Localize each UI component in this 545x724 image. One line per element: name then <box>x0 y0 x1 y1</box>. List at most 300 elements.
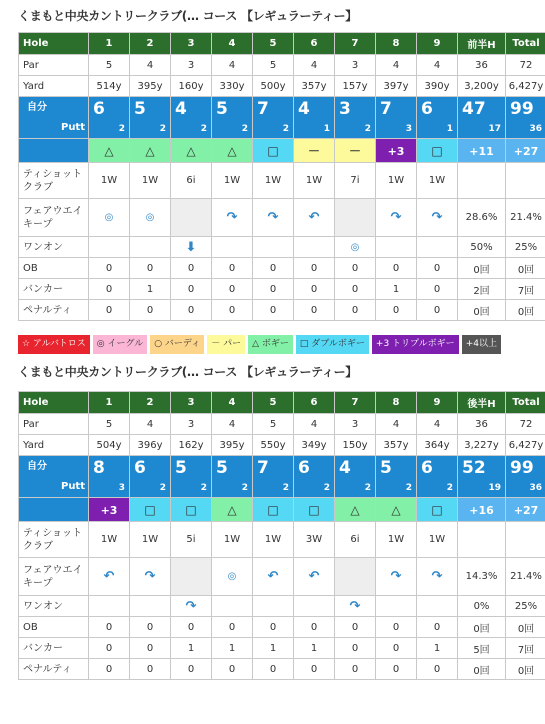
legend-double: □ ダブルボギー <box>296 335 369 354</box>
stroke-count: 5 <box>175 458 187 478</box>
hole-header-cell: 9 <box>417 392 458 414</box>
ob-cell: 0 <box>89 258 130 279</box>
yard-cell: 395y <box>212 435 253 456</box>
hole-header-cell: 8 <box>376 33 417 55</box>
arrow-left-icon: ↶ <box>103 569 115 584</box>
score-cell <box>458 456 506 498</box>
result-total-cell <box>458 498 506 522</box>
arrow-right-icon: ↷ <box>226 210 238 225</box>
legend-birdie: ○ バーディ <box>150 335 204 354</box>
fairway-keep-cell <box>417 558 458 596</box>
fairway-keep-cell <box>506 199 545 237</box>
hole-header-cell: 7 <box>335 33 376 55</box>
hole-header-cell: 1 <box>89 392 130 414</box>
bunker-cell: 7回 <box>506 279 545 300</box>
self-label-cell <box>19 97 89 139</box>
hole-header-cell: 2 <box>130 33 171 55</box>
stroke-count: 6 <box>421 458 433 478</box>
result-double-cell <box>294 498 335 522</box>
bunker-cell: 5回 <box>458 638 506 659</box>
one-on-cell <box>376 237 417 258</box>
one-on-cell <box>335 237 376 258</box>
result-symbol: +16 <box>469 503 494 517</box>
penalty-cell: 0回 <box>506 300 545 321</box>
par-cell: 36 <box>458 414 506 435</box>
hole-header-cell: Total <box>506 33 545 55</box>
hole-header-cell: 6 <box>294 33 335 55</box>
tee-club-cell: 1W <box>253 522 294 558</box>
putt-count: 36 <box>529 483 542 493</box>
penalty-cell: 0回 <box>458 300 506 321</box>
score-cell <box>294 97 335 139</box>
yard-cell: 390y <box>417 76 458 97</box>
putt-count: 3 <box>118 483 125 493</box>
yard-cell: 357y <box>294 76 335 97</box>
scorecard-back <box>18 361 545 680</box>
result-symbol: +27 <box>513 503 539 517</box>
ob-cell: 0 <box>294 258 335 279</box>
yard-cell: 3,200y <box>458 76 506 97</box>
tee-club-cell <box>506 163 545 199</box>
par-cell: 5 <box>89 55 130 76</box>
target-circle-icon: ◎ <box>145 212 155 223</box>
penalty-cell: 0 <box>294 659 335 680</box>
yard-row <box>19 76 545 97</box>
ob-row <box>19 258 545 279</box>
legend-bar <box>18 321 545 361</box>
course-title-front: くまもと中央カントリークラブ(… コース 【レギュラーティー】 <box>18 9 357 23</box>
par-row <box>19 414 545 435</box>
par-cell: 5 <box>89 414 130 435</box>
putt-count: 2 <box>282 124 289 134</box>
fairway-keep-cell <box>506 558 545 596</box>
result-symbol: □ <box>185 502 197 517</box>
result-par-cell <box>335 139 376 163</box>
score-cell <box>376 97 417 139</box>
yard-cell: 162y <box>171 435 212 456</box>
penalty-cell: 0回 <box>506 659 545 680</box>
score-cell <box>506 456 545 498</box>
target-circle-icon: ◎ <box>104 212 114 223</box>
tee-club-cell <box>458 163 506 199</box>
ob-cell: 0回 <box>506 617 545 638</box>
score-cell <box>253 97 294 139</box>
bunker-cell: 0 <box>212 279 253 300</box>
bunker-cell: 0 <box>89 638 130 659</box>
bunker-cell: 0 <box>335 638 376 659</box>
result-double-cell <box>171 498 212 522</box>
result-bogey-cell <box>130 139 171 163</box>
ob-cell: 0 <box>335 617 376 638</box>
score-cell <box>212 456 253 498</box>
one-on-cell <box>417 237 458 258</box>
stroke-count: 4 <box>175 99 187 119</box>
yard-label: Yard <box>19 435 89 456</box>
arrow-left-icon: ↶ <box>308 210 320 225</box>
arrow-right-icon: ↷ <box>185 598 197 614</box>
result-symbol: － <box>307 143 320 158</box>
result-double-cell <box>130 498 171 522</box>
par-label: Par <box>19 55 89 76</box>
fairway-keep-cell <box>253 199 294 237</box>
ob-cell: 0 <box>253 617 294 638</box>
ob-cell: 0 <box>294 617 335 638</box>
one-on-cell <box>253 237 294 258</box>
putt-count: 2 <box>405 483 412 493</box>
stroke-count: 52 <box>462 458 486 478</box>
tee-club-cell: 1W <box>376 163 417 199</box>
score-cell <box>335 97 376 139</box>
result-value: 0% <box>473 600 490 612</box>
bunker-cell: 0 <box>171 279 212 300</box>
result-symbol: △ <box>145 143 155 158</box>
par-cell: 72 <box>506 55 545 76</box>
score-cell <box>417 97 458 139</box>
score-cell <box>130 97 171 139</box>
fairway-keep-cell <box>212 199 253 237</box>
ob-cell: 0 <box>130 258 171 279</box>
fairway-keep-cell <box>458 199 506 237</box>
penalty-cell: 0 <box>376 300 417 321</box>
legend-bogey: △ ボギー <box>248 335 293 354</box>
bunker-cell: 1 <box>171 638 212 659</box>
ob-cell: 0 <box>171 617 212 638</box>
bunker-cell: 0 <box>253 279 294 300</box>
par-cell: 4 <box>417 414 458 435</box>
one-on-cell <box>212 237 253 258</box>
par-cell: 5 <box>253 55 294 76</box>
putt-count: 2 <box>364 124 371 134</box>
one-on-cell <box>506 237 545 258</box>
par-cell: 4 <box>294 414 335 435</box>
ob-cell: 0 <box>212 258 253 279</box>
par-cell: 4 <box>130 55 171 76</box>
bunker-cell: 1 <box>294 638 335 659</box>
penalty-label: ペナルティ <box>19 300 89 321</box>
one-on-cell <box>458 596 506 617</box>
score-cell <box>253 456 294 498</box>
bunker-cell: 2回 <box>458 279 506 300</box>
yard-cell: 395y <box>130 76 171 97</box>
stroke-count: 6 <box>298 458 310 478</box>
par-cell: 3 <box>335 55 376 76</box>
result-value: 28.6% <box>465 212 498 223</box>
one-on-label: ワンオン <box>19 596 89 617</box>
ob-cell: 0 <box>130 617 171 638</box>
stroke-count: 4 <box>298 99 310 119</box>
ob-row <box>19 617 545 638</box>
stroke-count: 7 <box>257 458 269 478</box>
self-label: 自分 <box>27 461 47 472</box>
yard-cell: 364y <box>417 435 458 456</box>
self-label: 自分 <box>27 102 47 113</box>
result-bogey-cell <box>376 498 417 522</box>
score-cell <box>417 456 458 498</box>
stroke-count: 47 <box>462 99 486 119</box>
putt-count: 2 <box>200 483 207 493</box>
stroke-count: 6 <box>134 458 146 478</box>
penalty-cell: 0 <box>335 659 376 680</box>
fairway-keep-cell <box>335 199 376 237</box>
one-on-cell <box>253 596 294 617</box>
hole-header-cell: Total <box>506 392 545 414</box>
stroke-count: 5 <box>134 99 146 119</box>
putt-label: Putt <box>60 122 85 133</box>
fairway-keep-row <box>19 199 545 237</box>
result-bogey-cell <box>89 139 130 163</box>
putt-count: 1 <box>323 124 330 134</box>
par-cell: 3 <box>335 414 376 435</box>
penalty-cell: 0 <box>212 300 253 321</box>
stroke-count: 3 <box>339 99 351 119</box>
tee-club-cell: 1W <box>130 522 171 558</box>
one-on-cell <box>212 596 253 617</box>
score-cell <box>171 97 212 139</box>
penalty-cell: 0 <box>294 300 335 321</box>
result-value: 21.4% <box>510 212 542 223</box>
score-cell <box>89 456 130 498</box>
fairway-keep-cell <box>171 199 212 237</box>
arrow-left-icon: ↶ <box>308 569 320 584</box>
par-cell: 5 <box>253 414 294 435</box>
hole-header-cell: 2 <box>130 392 171 414</box>
par-cell: 4 <box>376 414 417 435</box>
score-cell <box>376 456 417 498</box>
hole-header-cell: 3 <box>171 33 212 55</box>
par-cell: 3 <box>171 414 212 435</box>
tee-club-cell: 1W <box>376 522 417 558</box>
arrow-right-icon: ↷ <box>144 569 156 584</box>
penalty-row <box>19 300 545 321</box>
result-symbol: △ <box>227 502 237 517</box>
arrow-right-icon: ↷ <box>390 210 402 225</box>
target-circle-icon: ◎ <box>227 571 237 582</box>
hole-header-cell: 6 <box>294 392 335 414</box>
bunker-cell: 1 <box>376 279 417 300</box>
one-on-cell <box>130 596 171 617</box>
result-value: 25% <box>514 600 538 612</box>
putt-label: Putt <box>60 481 85 492</box>
penalty-cell: 0 <box>130 659 171 680</box>
result-label-cell <box>19 498 89 522</box>
putt-count: 2 <box>159 124 166 134</box>
result-total-cell <box>458 139 506 163</box>
ob-cell: 0 <box>417 617 458 638</box>
par-cell: 4 <box>294 55 335 76</box>
bunker-row <box>19 279 545 300</box>
bunker-row <box>19 638 545 659</box>
hole-header-cell: 1 <box>89 33 130 55</box>
yard-cell: 514y <box>89 76 130 97</box>
ob-cell: 0 <box>253 258 294 279</box>
ob-cell: 0回 <box>506 258 545 279</box>
arrow-right-icon: ↷ <box>431 569 443 584</box>
tee-club-cell: 6i <box>335 522 376 558</box>
yard-cell: 3,227y <box>458 435 506 456</box>
result-symbol: +11 <box>469 144 494 158</box>
penalty-cell: 0 <box>253 300 294 321</box>
tee-club-cell: 7i <box>335 163 376 199</box>
one-on-cell <box>376 596 417 617</box>
result-symbol: △ <box>186 143 196 158</box>
putt-count: 36 <box>529 124 542 134</box>
par-cell: 4 <box>130 414 171 435</box>
result-symbol: □ <box>267 143 279 158</box>
yard-row <box>19 435 545 456</box>
tee-club-cell: 1W <box>89 522 130 558</box>
tee-club-cell: 6i <box>171 163 212 199</box>
putt-count: 19 <box>488 483 501 493</box>
self-score-row <box>19 456 545 498</box>
legend-triple: +3 トリプルボギー <box>372 335 459 354</box>
result-bogey-cell <box>171 139 212 163</box>
result-triple-cell <box>376 139 417 163</box>
fairway-keep-cell <box>458 558 506 596</box>
one-on-cell <box>458 237 506 258</box>
fairway-keep-cell <box>417 199 458 237</box>
bunker-cell: 0 <box>130 638 171 659</box>
hole-header-cell: 8 <box>376 392 417 414</box>
one-on-row <box>19 596 545 617</box>
result-label-cell <box>19 139 89 163</box>
hole-header-cell: 後半H <box>458 392 506 414</box>
yard-cell: 504y <box>89 435 130 456</box>
tee-club-cell <box>458 522 506 558</box>
score-cell <box>171 456 212 498</box>
fairway-keep-row <box>19 558 545 596</box>
stroke-count: 99 <box>510 458 534 478</box>
score-cell <box>506 97 545 139</box>
penalty-cell: 0 <box>417 659 458 680</box>
legend-eagle: ◎ イーグル <box>93 335 147 354</box>
tee-club-cell: 3W <box>294 522 335 558</box>
penalty-cell: 0 <box>89 300 130 321</box>
putt-count: 2 <box>200 124 207 134</box>
legend-albatross: ☆ アルバトロス <box>18 335 90 354</box>
result-symbol: □ <box>431 502 443 517</box>
hole-header-cell: 3 <box>171 392 212 414</box>
one-on-cell <box>506 596 545 617</box>
bunker-cell: 0 <box>417 279 458 300</box>
tee-club-row <box>19 522 545 558</box>
fairway-keep-cell <box>253 558 294 596</box>
result-bogey-cell <box>335 498 376 522</box>
par-cell: 72 <box>506 414 545 435</box>
arrow-down-icon: ⬇ <box>185 239 197 255</box>
score-cell <box>130 456 171 498</box>
hole-header-cell: 5 <box>253 33 294 55</box>
tee-club-cell: 1W <box>130 163 171 199</box>
ob-cell: 0 <box>376 258 417 279</box>
fairway-keep-cell <box>212 558 253 596</box>
result-symbol: □ <box>144 502 156 517</box>
stroke-count: 8 <box>93 458 105 478</box>
score-result-row <box>19 139 545 163</box>
scorecard-table-front <box>18 32 545 321</box>
score-cell <box>212 97 253 139</box>
stroke-count: 5 <box>380 458 392 478</box>
fairway-keep-cell <box>376 558 417 596</box>
bunker-cell: 1 <box>253 638 294 659</box>
one-on-cell <box>294 596 335 617</box>
result-bogey-cell <box>212 498 253 522</box>
result-value: 21.4% <box>510 571 542 582</box>
yard-cell: 160y <box>171 76 212 97</box>
par-cell: 4 <box>212 414 253 435</box>
putt-count: 2 <box>446 483 453 493</box>
bunker-label: バンカー <box>19 638 89 659</box>
par-label: Par <box>19 414 89 435</box>
result-value: 14.3% <box>465 571 498 582</box>
result-symbol: □ <box>308 502 320 517</box>
fairway-keep-cell <box>89 558 130 596</box>
putt-count: 2 <box>159 483 166 493</box>
bunker-cell: 0 <box>294 279 335 300</box>
yard-cell: 157y <box>335 76 376 97</box>
hole-label: Hole <box>19 33 89 55</box>
stroke-count: 5 <box>216 99 228 119</box>
one-on-cell <box>294 237 335 258</box>
hole-header-cell: 4 <box>212 392 253 414</box>
result-symbol: △ <box>104 143 114 158</box>
bunker-cell: 1 <box>417 638 458 659</box>
hole-label: Hole <box>19 392 89 414</box>
score-result-row <box>19 498 545 522</box>
arrow-right-icon: ↷ <box>431 210 443 225</box>
scorecard-front <box>18 0 545 321</box>
fairway-keep-cell <box>376 199 417 237</box>
result-symbol: +3 <box>387 144 405 158</box>
result-symbol: △ <box>350 502 360 517</box>
fairway-keep-cell <box>294 558 335 596</box>
ob-label: OB <box>19 617 89 638</box>
result-bogey-cell <box>212 139 253 163</box>
par-cell: 36 <box>458 55 506 76</box>
par-cell: 4 <box>212 55 253 76</box>
par-cell: 3 <box>171 55 212 76</box>
ob-cell: 0 <box>212 617 253 638</box>
course-title-back: くまもと中央カントリークラブ(… コース 【レギュラーティー】 <box>18 365 357 379</box>
hole-header-row <box>19 392 545 414</box>
legend-quad: +4以上 <box>462 335 501 354</box>
bunker-cell: 1 <box>212 638 253 659</box>
putt-count: 2 <box>118 124 125 134</box>
fairway-keep-cell <box>294 199 335 237</box>
bunker-label: バンカー <box>19 279 89 300</box>
result-double-cell <box>253 139 294 163</box>
putt-count: 17 <box>488 124 501 134</box>
score-cell <box>294 456 335 498</box>
putt-count: 2 <box>364 483 371 493</box>
putt-count: 3 <box>405 124 412 134</box>
yard-label: Yard <box>19 76 89 97</box>
stroke-count: 4 <box>339 458 351 478</box>
fairway-keep-cell <box>130 199 171 237</box>
result-symbol: △ <box>391 502 401 517</box>
penalty-cell: 0 <box>417 300 458 321</box>
arrow-left-icon: ↶ <box>267 569 279 584</box>
one-on-label: ワンオン <box>19 237 89 258</box>
stroke-count: 99 <box>510 99 534 119</box>
ob-cell: 0 <box>171 258 212 279</box>
yard-cell: 396y <box>130 435 171 456</box>
result-total-cell <box>506 139 545 163</box>
penalty-cell: 0回 <box>458 659 506 680</box>
fairway-keep-cell <box>89 199 130 237</box>
yard-cell: 150y <box>335 435 376 456</box>
stroke-count: 6 <box>421 99 433 119</box>
one-on-cell <box>89 596 130 617</box>
